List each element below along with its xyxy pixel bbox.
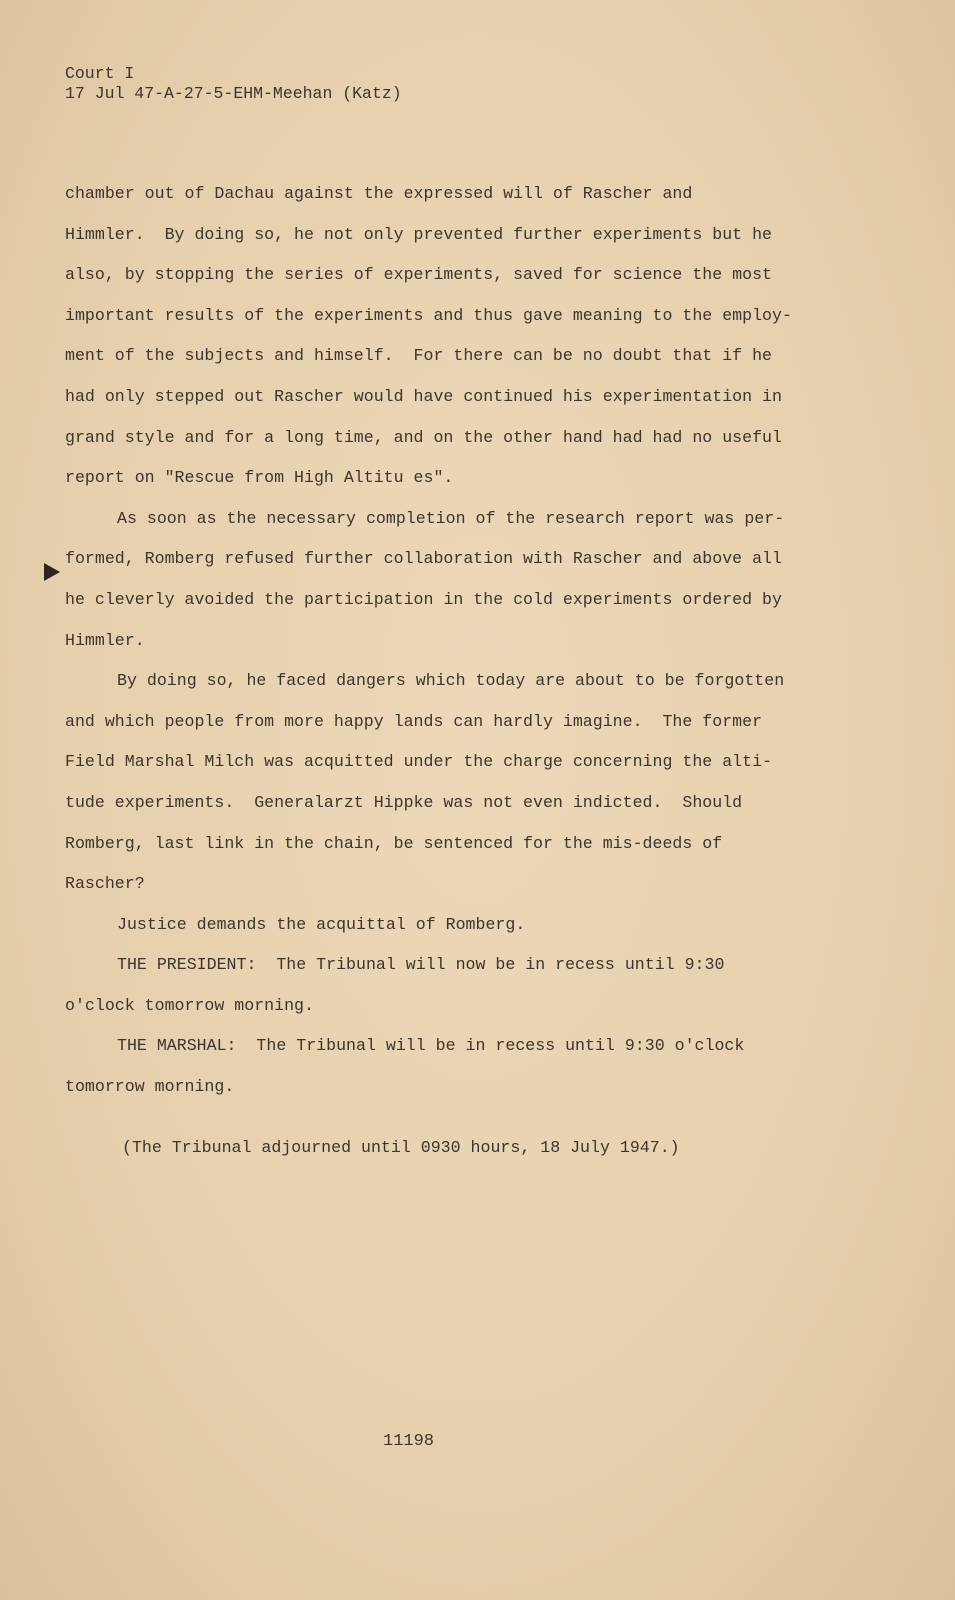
document-header — [65, 64, 402, 104]
text-line: By doing so, he faced dangers which today are about to be forgotten — [117, 671, 785, 691]
text-line: chamber out of Dachau against the expressed will of Rascher and — [65, 184, 693, 203]
text-line: grand style and for a long time, and on the other hand had had no useful — [65, 427, 782, 447]
session-reference: 17 Jul 47-A-27-5-EHM-Meehan (Katz) — [65, 84, 402, 103]
text-line: THE MARSHAL: The Tribunal will be in recess until 9:30 o'clock — [117, 1036, 745, 1056]
text-line: Field Marshal Milch was acquitted under the charge concerning the alti- — [65, 752, 773, 772]
text-line: Romberg, last link in the chain, be sentenced for the mis-deeds of — [65, 833, 723, 853]
text-line: report on "Rescue from High Altitu es". — [65, 468, 454, 488]
text-line: Justice demands the acquittal of Romberg. — [117, 914, 526, 934]
text-line: (The Tribunal adjourned until 0930 hours, 18 July 1947.) — [122, 1137, 680, 1157]
court-label: Court I — [65, 64, 135, 83]
text-line: also, by stopping the series of experiments, saved for science the most — [65, 265, 773, 285]
text-line: As soon as the necessary completion of the research report was per- — [117, 508, 785, 528]
document-body — [65, 182, 885, 1176]
text-line: ment of the subjects and himself. For there can be no doubt that if he — [65, 346, 773, 366]
text-line: Rascher? — [65, 874, 145, 894]
text-line: had only stepped out Rascher would have continued his experimentation in — [65, 386, 782, 406]
page-number: 11198 — [383, 1432, 435, 1451]
text-line: tude experiments. Generalarzt Hippke was not even indicted. Should — [65, 792, 743, 812]
text-line: and which people from more happy lands can hardly imagine. The former — [65, 711, 763, 731]
text-line: formed, Romberg refused further collaboration with Rascher and above all — [65, 549, 782, 569]
text-line: tomorrow morning. — [65, 1077, 235, 1097]
text-line: Himmler. By doing so, he not only prevented further experiments but he — [65, 224, 773, 244]
text-line: he cleverly avoided the participation in the cold experiments ordered by — [65, 589, 782, 609]
text-line: Himmler. — [65, 630, 145, 650]
margin-arrow-mark — [44, 563, 60, 581]
text-line: important results of the experiments and thus gave meaning to the employ- — [65, 305, 792, 325]
text-line: o'clock tomorrow morning. — [65, 995, 314, 1015]
text-line: THE PRESIDENT: The Tribunal will now be in recess until 9:30 — [117, 955, 725, 975]
